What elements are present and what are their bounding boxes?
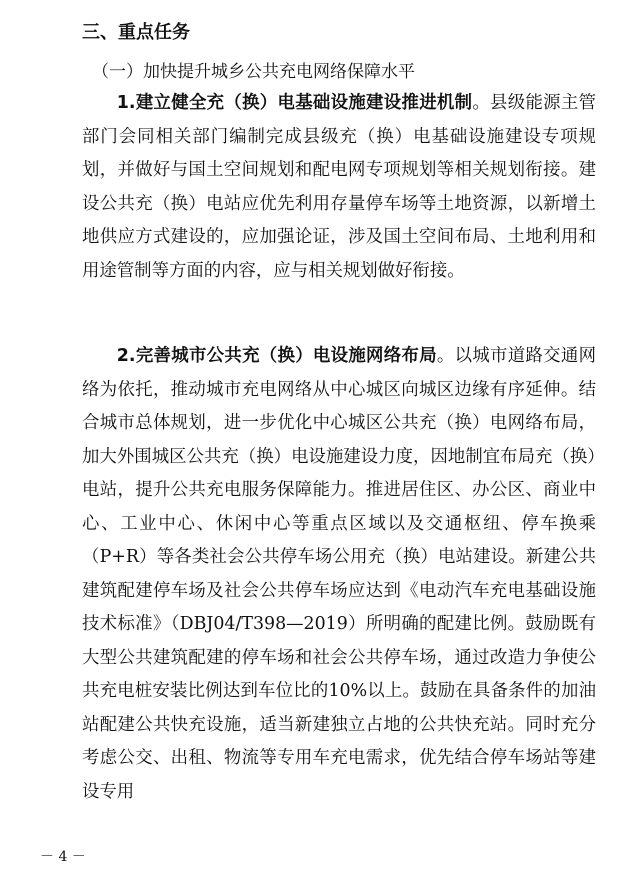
- paragraph-1-lead: 1.建立健全充（换）电基础设施建设推进机制: [116, 93, 473, 113]
- paragraph-2-lead: 2.完善城市公共充（换）电设施网络布局: [116, 346, 437, 366]
- paragraph-2-body: 。以城市道路交通网络为依托，推动城市充电网络从中心城区向城区边缘有序延伸。结合城市总体规划，进一步优化中心城区公共充（换）电网络布局，加大外围城区公共充（换）电设施建设力度，因地制宜布局充（换）电站，提升公共充电服务保障能力。推进居住区、办公区、商业中心、工业中心、休闲中心等重点区域以及交通枢纽、停车换乘（P+R）等各类社会公共停车场公用充（换）电站建设。新建公共建筑配建停车场及社会公共停车场应达到《电动汽车充电基础设施技术标准》（DBJ04/T398—2019）所明确的配建比例。鼓励既有大型公共建筑配建的停车场和社会公共停车场，通过改造力争使公共充电桩安装比例达到车位比的10%以上。鼓励在具备条件的加油站配建公共快充设施，适当新建独立占地的公共快充站。同时充分考虑公交、出租、物流等专用车充电需求，优先结合停车场站等建设专用: [82, 346, 596, 802]
- paragraph-1: [82, 87, 596, 288]
- sub-heading: （一）加快提升城乡公共充电网络保障水平: [92, 62, 415, 82]
- page-number: － 4 －: [40, 849, 86, 865]
- paragraph-2: [82, 340, 596, 809]
- section-heading: 三、重点任务: [82, 22, 190, 43]
- paragraph-1-body: 。县级能源主管部门会同相关部门编制完成县级充（换）电基础设施建设专项规划，并做好与国土空间规划和配电网专项规划等相关规划衔接。建设公共充（换）电站应优先利用存量停车场等土地资源，以新增土地供应方式建设的，应加强论证，涉及国土空间布局、土地利用和用途管制等方面的内容，应与相关规划做好衔接。: [82, 93, 596, 281]
